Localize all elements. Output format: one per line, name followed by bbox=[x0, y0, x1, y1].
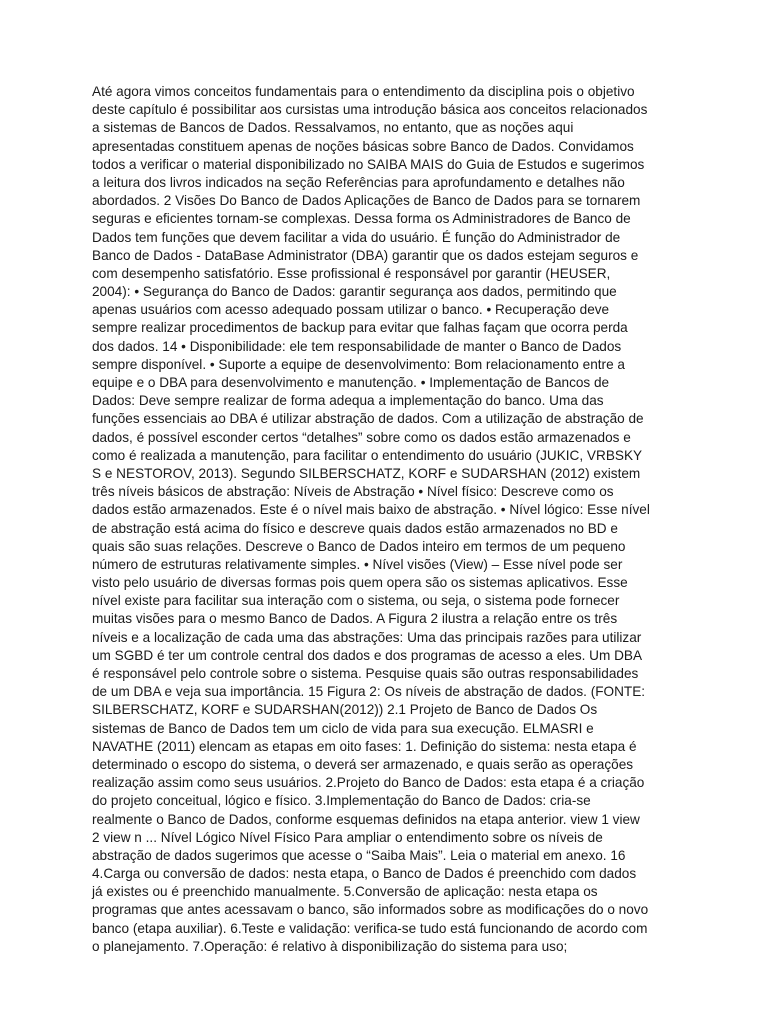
text-line: como é realizada a manutenção, para facilitar o entendimento do usuário (JUKIC, VRBSKY bbox=[92, 447, 643, 463]
text-line: a sistemas de Bancos de Dados. Ressalvamos, no entanto, que as noções aqui bbox=[92, 120, 574, 136]
text-line: S e NESTOROV, 2013). Segundo SILBERSCHATZ, KORF e SUDARSHAN (2012) existem bbox=[92, 465, 641, 481]
text-line: nível existe para facilitar sua interação com o sistema, ou seja, o sistema pode fornecer bbox=[92, 593, 620, 609]
text-line: dos dados. 14 • Disponibilidade: ele tem responsabilidade de manter o Banco de Dados bbox=[92, 338, 622, 354]
text-line: níveis e a localização de cada uma das abstrações: Uma das principais razões para utilizar bbox=[92, 629, 642, 645]
text-line: funções essenciais ao DBA é utilizar abstração de dados. Com a utilização de abstração de bbox=[92, 411, 644, 427]
text-line: abstração de dados sugerimos que acesse o “Saiba Mais”. Leia o material em anexo. 16 bbox=[92, 847, 626, 863]
text-line: sempre disponível. • Suporte a equipe de desenvolvimento: Bom relacionamento entre a bbox=[92, 356, 625, 372]
text-line: com desempenho satisfatório. Esse profissional é responsável por garantir (HEUSER, bbox=[92, 265, 611, 281]
text-line: abordados. 2 Visões Do Banco de Dados Aplicações de Banco de Dados para se tornarem bbox=[92, 193, 641, 209]
text-line: realmente o Banco de Dados, conforme esquemas definidos na etapa anterior. view 1 view bbox=[92, 811, 640, 827]
text-line: deste capítulo é possibilitar aos cursistas uma introdução básica aos conceitos relacionados bbox=[92, 102, 648, 118]
text-line: um SGBD é ter um controle central dos dados e dos programas de acesso a eles. Um DBA bbox=[92, 647, 643, 663]
text-line: sistemas de Banco de Dados tem um ciclo de vida para sua execução. ELMASRI e bbox=[92, 720, 594, 736]
text-line: visto pelo usuário de diversas formas pois quem opera são os sistemas aplicativos. Esse bbox=[92, 575, 628, 591]
text-line: 4.Carga ou conversão de dados: nesta etapa, o Banco de Dados é preenchido com dados bbox=[92, 866, 637, 882]
text-line: SILBERSCHATZ, KORF e SUDARSHAN(2012)) 2.1 Projeto de Banco de Dados Os bbox=[92, 702, 598, 718]
text-line: dados, é possível esconder certos “detalhes” sobre como os dados estão armazenados e bbox=[92, 429, 631, 445]
body-text bbox=[92, 83, 682, 956]
text-line: NAVATHE (2011) elencam as etapas em oito fases: 1. Definição do sistema: nesta etapa é bbox=[92, 738, 637, 754]
text-line: determinado o escopo do sistema, o deverá ser armazenado, e quais serão as operações bbox=[92, 756, 634, 772]
text-line: quais são suas relações. Descreve o Banco de Dados inteiro em termos de um pequeno bbox=[92, 538, 626, 554]
text-line: equipe e o DBA para desenvolvimento e manutenção. • Implementação de Bancos de bbox=[92, 375, 610, 390]
text-line: muitas visões para o mesmo Banco de Dados. A Figura 2 ilustra a relação entre os três bbox=[92, 611, 618, 627]
text-line: dados estão armazenados. Este é o nível mais baixo de abstração. • Nível lógico: Esse nível bbox=[92, 502, 650, 518]
text-line: sempre realizar procedimentos de backup para evitar que falhas façam que ocorra perda bbox=[92, 320, 628, 336]
text-line: programas que antes acessavam o banco, são informados sobre as modificações do o novo bbox=[92, 902, 649, 918]
text-line: apresentadas constituem apenas de noções básicas sobre Banco de Dados. Convidamos bbox=[92, 138, 634, 154]
text-line: Banco de Dados - DataBase Administrator (DBA) garantir que os dados estejam seguros e bbox=[92, 247, 639, 263]
text-line: apenas usuários com acesso adequado possam utilizar o banco. • Recuperação deve bbox=[92, 302, 610, 318]
text-line: já existes ou é preenchido manualmente. 5.Conversão de aplicação: nesta etapa os bbox=[92, 884, 598, 900]
text-line: três níveis básicos de abstração: Níveis de Abstração • Nível físico: Descreve como os bbox=[92, 484, 614, 500]
text-line: seguras e eficientes tornam-se complexas. Dessa forma os Administradores de Banco de bbox=[92, 211, 631, 227]
text-line: de um DBA e veja sua importância. 15 Figura 2: Os níveis de abstração de dados. (FONTE: bbox=[92, 684, 646, 700]
text-line: todos a verificar o material disponibilizado no SAIBA MAIS do Guia de Estudos e sugerimos bbox=[92, 156, 645, 172]
text-line: 2004): • Segurança do Banco de Dados: garantir segurança aos dados, permitindo que bbox=[92, 284, 617, 300]
text-line: de abstração está acima do físico e descreve quais dados estão armazenados no BD e bbox=[92, 520, 618, 536]
text-line: do projeto conceitual, lógico e físico. 3.Implementação do Banco de Dados: cria-se bbox=[92, 793, 591, 809]
text-line: banco (etapa auxiliar). 6.Teste e validação: verifica-se tudo está funcionando de acordo com bbox=[92, 920, 648, 936]
text-line: número de estruturas relativamente simples. • Nível visões (View) – Esse nível pode ser bbox=[92, 556, 623, 572]
text-line: o planejamento. 7.Operação: é relativo à disponibilização do sistema para uso; bbox=[92, 938, 568, 954]
text-line: é responsável pelo controle sobre o sistema. Pesquise quais são outras responsabilidades bbox=[92, 666, 639, 681]
text-line: 2 view n ... Nível Lógico Nível Físico Para ampliar o entendimento sobre os níveis de bbox=[92, 829, 603, 845]
text-line: realização assim como seus usuários. 2.Projeto do Banco de Dados: esta etapa é a criação bbox=[92, 775, 645, 791]
text-line: a leitura dos livros indicados na seção Referências para aprofundamento e detalhes não bbox=[92, 174, 625, 190]
text-line: Dados: Deve sempre realizar de forma adequa a implementação do banco. Uma das bbox=[92, 393, 604, 409]
text-line: Dados tem funções que devem facilitar a vida do usuário. É função do Administrador de bbox=[92, 229, 621, 245]
text-line: Até agora vimos conceitos fundamentais para o entendimento da disciplina pois o objetivo bbox=[92, 84, 635, 99]
